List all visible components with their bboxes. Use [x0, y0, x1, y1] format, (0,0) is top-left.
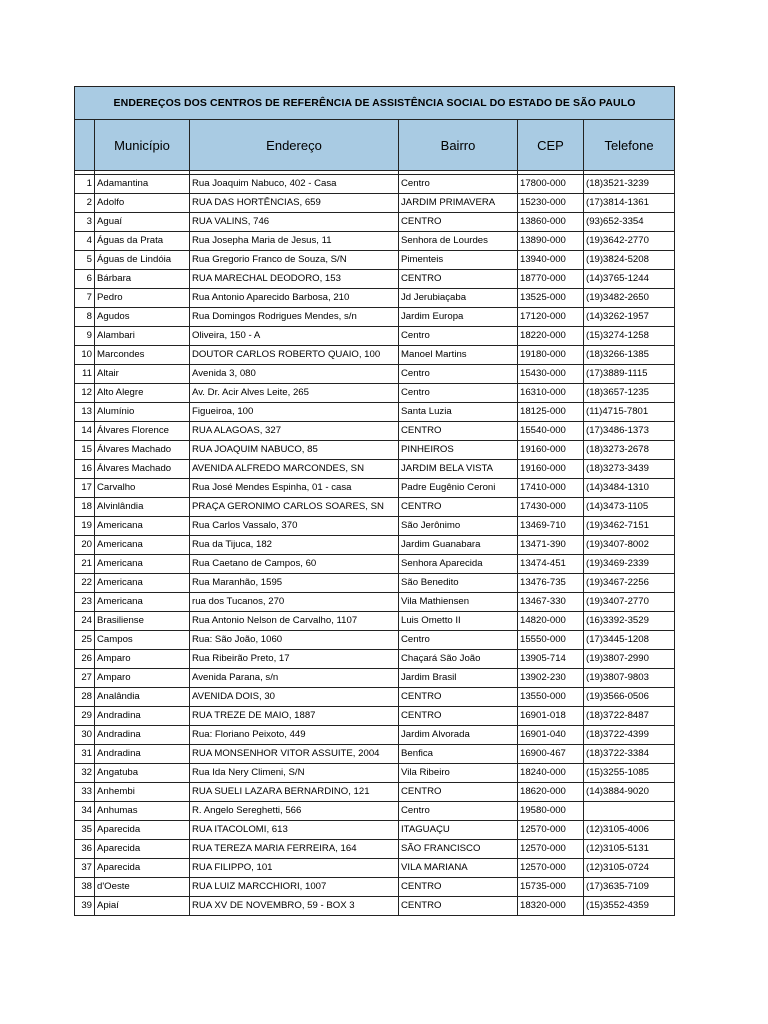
cell-endereco: Rua Caetano de Campos, 60	[190, 555, 399, 574]
cell-cep: 15735-000	[518, 878, 584, 897]
cell-endereco: Av. Dr. Acir Alves Leite, 265	[190, 384, 399, 403]
cell-cep: 15230-000	[518, 194, 584, 213]
table-row	[75, 536, 675, 555]
header-row	[75, 120, 675, 171]
cell-cep: 13905-714	[518, 650, 584, 669]
cell-bairro: CENTRO	[399, 422, 518, 441]
cell-endereco: RUA SUELI LAZARA BERNARDINO, 121	[190, 783, 399, 802]
spreadsheet	[74, 86, 674, 916]
cell-endereco: Avenida Parana, s/n	[190, 669, 399, 688]
cell-bairro: Jardim Europa	[399, 308, 518, 327]
cell-municipio: Carvalho	[95, 479, 190, 498]
cell-municipio: Adolfo	[95, 194, 190, 213]
cell-telefone: (19)3467-2256	[584, 574, 675, 593]
header-telefone: Telefone	[584, 120, 675, 171]
cell-bairro: Pimenteis	[399, 251, 518, 270]
table-row	[75, 308, 675, 327]
cell-municipio: Americana	[95, 536, 190, 555]
table-row	[75, 707, 675, 726]
row-index: 14	[75, 422, 95, 441]
cell-endereco: Rua José Mendes Espinha, 01 - casa	[190, 479, 399, 498]
row-index: 4	[75, 232, 95, 251]
row-index: 36	[75, 840, 95, 859]
cell-municipio: Álvares Florence	[95, 422, 190, 441]
cell-bairro: ITAGUAÇU	[399, 821, 518, 840]
table-row	[75, 517, 675, 536]
cell-municipio: Altair	[95, 365, 190, 384]
cell-telefone: (18)3722-8487	[584, 707, 675, 726]
cell-telefone: (15)3552-4359	[584, 897, 675, 916]
row-index: 27	[75, 669, 95, 688]
cell-telefone: (15)3255-1085	[584, 764, 675, 783]
cell-endereco: RUA JOAQUIM NABUCO, 85	[190, 441, 399, 460]
cell-bairro: CENTRO	[399, 878, 518, 897]
cell-bairro: CENTRO	[399, 707, 518, 726]
cell-bairro: Padre Eugênio Ceroni	[399, 479, 518, 498]
cell-cep: 18770-000	[518, 270, 584, 289]
row-index: 1	[75, 175, 95, 194]
table-row	[75, 859, 675, 878]
cell-telefone: (17)3814-1361	[584, 194, 675, 213]
cell-telefone: (12)3105-4006	[584, 821, 675, 840]
row-index: 28	[75, 688, 95, 707]
cell-telefone: (14)3765-1244	[584, 270, 675, 289]
cell-cep: 19580-000	[518, 802, 584, 821]
row-index: 26	[75, 650, 95, 669]
cell-municipio: Pedro	[95, 289, 190, 308]
cell-cep: 13860-000	[518, 213, 584, 232]
cell-bairro: PINHEIROS	[399, 441, 518, 460]
table-row	[75, 840, 675, 859]
cell-cep: 13902-230	[518, 669, 584, 688]
table-row	[75, 897, 675, 916]
cell-endereco: Rua da Tijuca, 182	[190, 536, 399, 555]
row-index: 30	[75, 726, 95, 745]
cell-bairro: Jardim Alvorada	[399, 726, 518, 745]
cell-endereco: Rua Carlos Vassalo, 370	[190, 517, 399, 536]
table-row	[75, 251, 675, 270]
row-index: 39	[75, 897, 95, 916]
row-index: 23	[75, 593, 95, 612]
table-row	[75, 688, 675, 707]
cras-address-table	[74, 86, 675, 916]
cell-cep: 13469-710	[518, 517, 584, 536]
table-row	[75, 403, 675, 422]
row-index: 37	[75, 859, 95, 878]
title-row	[75, 87, 675, 120]
cell-bairro: Luis Ometto II	[399, 612, 518, 631]
table-row	[75, 878, 675, 897]
cell-municipio: Campos	[95, 631, 190, 650]
cell-cep: 14820-000	[518, 612, 584, 631]
cell-endereco: RUA ITACOLOMI, 613	[190, 821, 399, 840]
cell-municipio: Aparecida	[95, 821, 190, 840]
cell-bairro: CENTRO	[399, 688, 518, 707]
table-row	[75, 232, 675, 251]
cell-bairro: Centro	[399, 327, 518, 346]
cell-cep: 12570-000	[518, 840, 584, 859]
row-index: 25	[75, 631, 95, 650]
cell-bairro: JARDIM BELA VISTA	[399, 460, 518, 479]
cell-bairro: CENTRO	[399, 897, 518, 916]
cell-endereco: RUA TEREZA MARIA FERREIRA, 164	[190, 840, 399, 859]
table-row	[75, 365, 675, 384]
cell-endereco: Rua Ribeirão Preto, 17	[190, 650, 399, 669]
cell-endereco: Rua: São João, 1060	[190, 631, 399, 650]
cell-telefone: (17)3486-1373	[584, 422, 675, 441]
row-index: 15	[75, 441, 95, 460]
table-row	[75, 422, 675, 441]
cell-municipio: Amparo	[95, 669, 190, 688]
cell-cep: 16900-467	[518, 745, 584, 764]
cell-telefone: (19)3462-7151	[584, 517, 675, 536]
cell-cep: 13550-000	[518, 688, 584, 707]
cell-telefone: (18)3722-3384	[584, 745, 675, 764]
header-bairro: Bairro	[399, 120, 518, 171]
table-row	[75, 498, 675, 517]
cell-endereco: Rua Antonio Aparecido Barbosa, 210	[190, 289, 399, 308]
cell-endereco: DOUTOR CARLOS ROBERTO QUAIO, 100	[190, 346, 399, 365]
cell-telefone: (19)3482-2650	[584, 289, 675, 308]
cell-telefone: (19)3824-5208	[584, 251, 675, 270]
cell-endereco: Rua Domingos Rodrigues Mendes, s/n	[190, 308, 399, 327]
table-row	[75, 612, 675, 631]
table-row	[75, 555, 675, 574]
cell-bairro: Centro	[399, 802, 518, 821]
cell-municipio: Aguaí	[95, 213, 190, 232]
cell-telefone: (18)3266-1385	[584, 346, 675, 365]
table-row	[75, 593, 675, 612]
cell-cep: 16901-040	[518, 726, 584, 745]
cell-telefone: (19)3642-2770	[584, 232, 675, 251]
cell-municipio: Adamantina	[95, 175, 190, 194]
cell-municipio: Americana	[95, 593, 190, 612]
row-index: 5	[75, 251, 95, 270]
cell-municipio: Alumínio	[95, 403, 190, 422]
cell-endereco: RUA FILIPPO, 101	[190, 859, 399, 878]
table-row	[75, 574, 675, 593]
table-row	[75, 669, 675, 688]
cell-bairro: São Jerônimo	[399, 517, 518, 536]
cell-municipio: Alvinlândia	[95, 498, 190, 517]
cell-cep: 17120-000	[518, 308, 584, 327]
cell-municipio: Álvares Machado	[95, 441, 190, 460]
cell-bairro: Centro	[399, 175, 518, 194]
cell-municipio: Americana	[95, 517, 190, 536]
cell-telefone: (14)3262-1957	[584, 308, 675, 327]
table-row	[75, 270, 675, 289]
row-index: 10	[75, 346, 95, 365]
cell-endereco: Rua Gregorio Franco de Souza, S/N	[190, 251, 399, 270]
cell-cep: 16310-000	[518, 384, 584, 403]
cell-municipio: Andradina	[95, 726, 190, 745]
table-row	[75, 802, 675, 821]
table-row	[75, 479, 675, 498]
row-index: 35	[75, 821, 95, 840]
cell-telefone: (12)3105-5131	[584, 840, 675, 859]
table-row	[75, 726, 675, 745]
cell-bairro: Senhora de Lourdes	[399, 232, 518, 251]
row-index: 31	[75, 745, 95, 764]
row-index: 8	[75, 308, 95, 327]
cell-endereco: Rua Ida Nery Climeni, S/N	[190, 764, 399, 783]
cell-endereco: RUA VALINS, 746	[190, 213, 399, 232]
cell-endereco: AVENIDA DOIS, 30	[190, 688, 399, 707]
table-row	[75, 194, 675, 213]
header-endereco: Endereço	[190, 120, 399, 171]
cell-telefone: (19)3807-9803	[584, 669, 675, 688]
cell-municipio: Álvares Machado	[95, 460, 190, 479]
row-index: 29	[75, 707, 95, 726]
cell-municipio: Aparecida	[95, 840, 190, 859]
cell-telefone: (15)3274-1258	[584, 327, 675, 346]
row-index: 11	[75, 365, 95, 384]
cell-municipio: Bárbara	[95, 270, 190, 289]
cell-cep: 18240-000	[518, 764, 584, 783]
cell-cep: 15540-000	[518, 422, 584, 441]
table-row	[75, 441, 675, 460]
row-index: 9	[75, 327, 95, 346]
table-row	[75, 175, 675, 194]
cell-endereco: PRAÇA GERONIMO CARLOS SOARES, SN	[190, 498, 399, 517]
cell-endereco: Rua Joaquim Nabuco, 402 - Casa	[190, 175, 399, 194]
cell-telefone: (18)3273-2678	[584, 441, 675, 460]
cell-endereco: RUA MARECHAL DEODORO, 153	[190, 270, 399, 289]
row-index: 16	[75, 460, 95, 479]
cell-telefone: (11)4715-7801	[584, 403, 675, 422]
cell-endereco: Rua: Floriano Peixoto, 449	[190, 726, 399, 745]
cell-bairro: CENTRO	[399, 213, 518, 232]
cell-endereco: AVENIDA ALFREDO MARCONDES, SN	[190, 460, 399, 479]
cell-municipio: Americana	[95, 555, 190, 574]
row-index: 38	[75, 878, 95, 897]
cell-cep: 15430-000	[518, 365, 584, 384]
cell-cep: 18620-000	[518, 783, 584, 802]
cell-telefone: (17)3445-1208	[584, 631, 675, 650]
cell-bairro: Jd Jerubiaçaba	[399, 289, 518, 308]
cell-bairro: Jardim Brasil	[399, 669, 518, 688]
row-index: 21	[75, 555, 95, 574]
header-cep: CEP	[518, 120, 584, 171]
cell-bairro: Chaçará São João	[399, 650, 518, 669]
table-row	[75, 783, 675, 802]
cell-cep: 17430-000	[518, 498, 584, 517]
cell-endereco: Figueiroa, 100	[190, 403, 399, 422]
table-row	[75, 745, 675, 764]
row-index: 18	[75, 498, 95, 517]
cell-municipio: Anhumas	[95, 802, 190, 821]
cell-telefone: (19)3566-0506	[584, 688, 675, 707]
cell-endereco: RUA LUIZ MARCCHIORI, 1007	[190, 878, 399, 897]
cell-municipio: d'Oeste	[95, 878, 190, 897]
cell-telefone: (12)3105-0724	[584, 859, 675, 878]
cell-telefone: (18)3657-1235	[584, 384, 675, 403]
row-index: 24	[75, 612, 95, 631]
row-index: 6	[75, 270, 95, 289]
cell-endereco: RUA DAS HORTÊNCIAS, 659	[190, 194, 399, 213]
row-index: 17	[75, 479, 95, 498]
row-index: 32	[75, 764, 95, 783]
row-index: 12	[75, 384, 95, 403]
cell-bairro: Centro	[399, 365, 518, 384]
cell-cep: 18220-000	[518, 327, 584, 346]
cell-telefone: (14)3473-1105	[584, 498, 675, 517]
cell-bairro: SÃO FRANCISCO	[399, 840, 518, 859]
cell-endereco: RUA TREZE DE MAIO, 1887	[190, 707, 399, 726]
row-index: 22	[75, 574, 95, 593]
cell-cep: 18125-000	[518, 403, 584, 422]
cell-telefone: (16)3392-3529	[584, 612, 675, 631]
cell-telefone: (17)3635-7109	[584, 878, 675, 897]
cell-bairro: Manoel Martins	[399, 346, 518, 365]
cell-cep: 13890-000	[518, 232, 584, 251]
cell-municipio: Anhembi	[95, 783, 190, 802]
cell-endereco: Avenida 3, 080	[190, 365, 399, 384]
cell-municipio: Americana	[95, 574, 190, 593]
row-index: 3	[75, 213, 95, 232]
table-row	[75, 346, 675, 365]
cell-municipio: Amparo	[95, 650, 190, 669]
cell-endereco: RUA XV DE NOVEMBRO, 59 - BOX 3	[190, 897, 399, 916]
cell-telefone: (14)3484-1310	[584, 479, 675, 498]
cell-cep: 12570-000	[518, 859, 584, 878]
table-row	[75, 631, 675, 650]
table-row	[75, 289, 675, 308]
cell-municipio: Agudos	[95, 308, 190, 327]
row-index: 2	[75, 194, 95, 213]
cell-telefone: (18)3722-4399	[584, 726, 675, 745]
cell-telefone: (19)3807-2990	[584, 650, 675, 669]
cell-telefone	[584, 802, 675, 821]
cell-endereco: Rua Antonio Nelson de Carvalho, 1107	[190, 612, 399, 631]
cell-bairro: CENTRO	[399, 498, 518, 517]
cell-bairro: Jardim Guanabara	[399, 536, 518, 555]
cell-telefone: (93)652-3354	[584, 213, 675, 232]
cell-telefone: (19)3469-2339	[584, 555, 675, 574]
cell-cep: 19160-000	[518, 441, 584, 460]
cell-telefone: (14)3884-9020	[584, 783, 675, 802]
cell-telefone: (18)3521-3239	[584, 175, 675, 194]
table-row	[75, 460, 675, 479]
cell-bairro: JARDIM PRIMAVERA	[399, 194, 518, 213]
cell-municipio: Aparecida	[95, 859, 190, 878]
cell-municipio: Angatuba	[95, 764, 190, 783]
cell-cep: 12570-000	[518, 821, 584, 840]
cell-municipio: Águas da Prata	[95, 232, 190, 251]
cell-municipio: Andradina	[95, 745, 190, 764]
cell-bairro: VILA MARIANA	[399, 859, 518, 878]
cell-municipio: Brasiliense	[95, 612, 190, 631]
cell-cep: 13474-451	[518, 555, 584, 574]
cell-telefone: (17)3889-1115	[584, 365, 675, 384]
row-index: 13	[75, 403, 95, 422]
cell-cep: 13525-000	[518, 289, 584, 308]
cell-bairro: Benfica	[399, 745, 518, 764]
cell-bairro: Centro	[399, 631, 518, 650]
cell-bairro: CENTRO	[399, 270, 518, 289]
cell-endereco: Rua Josepha Maria de Jesus, 11	[190, 232, 399, 251]
table-row	[75, 650, 675, 669]
cell-bairro: Vila Ribeiro	[399, 764, 518, 783]
row-index: 19	[75, 517, 95, 536]
cell-cep: 17800-000	[518, 175, 584, 194]
cell-cep: 13471-390	[518, 536, 584, 555]
cell-cep: 18320-000	[518, 897, 584, 916]
table-row	[75, 213, 675, 232]
table-row	[75, 384, 675, 403]
cell-cep: 13476-735	[518, 574, 584, 593]
cell-municipio: Águas de Lindóia	[95, 251, 190, 270]
row-index: 34	[75, 802, 95, 821]
header-municipio: Município	[95, 120, 190, 171]
cell-municipio: Andradina	[95, 707, 190, 726]
cell-cep: 16901-018	[518, 707, 584, 726]
cell-bairro: CENTRO	[399, 783, 518, 802]
cell-cep: 15550-000	[518, 631, 584, 650]
cell-bairro: Vila Mathiensen	[399, 593, 518, 612]
cell-endereco: R. Angelo Sereghetti, 566	[190, 802, 399, 821]
table-row	[75, 327, 675, 346]
cell-bairro: Senhora Aparecida	[399, 555, 518, 574]
cell-bairro: Centro	[399, 384, 518, 403]
cell-municipio: Apiaí	[95, 897, 190, 916]
row-index: 7	[75, 289, 95, 308]
cell-cep: 13940-000	[518, 251, 584, 270]
cell-endereco: Oliveira, 150 - A	[190, 327, 399, 346]
cell-telefone: (19)3407-8002	[584, 536, 675, 555]
cell-endereco: Rua Maranhão, 1595	[190, 574, 399, 593]
cell-endereco: RUA MONSENHOR VITOR ASSUITE, 2004	[190, 745, 399, 764]
cell-municipio: Analândia	[95, 688, 190, 707]
cell-telefone: (18)3273-3439	[584, 460, 675, 479]
cell-bairro: São Benedito	[399, 574, 518, 593]
cell-municipio: Alto Alegre	[95, 384, 190, 403]
cell-bairro: Santa Luzia	[399, 403, 518, 422]
row-index: 33	[75, 783, 95, 802]
header-index	[75, 120, 95, 171]
cell-cep: 17410-000	[518, 479, 584, 498]
row-index: 20	[75, 536, 95, 555]
table-row	[75, 821, 675, 840]
cell-cep: 19180-000	[518, 346, 584, 365]
cell-municipio: Alambari	[95, 327, 190, 346]
cell-cep: 19160-000	[518, 460, 584, 479]
cell-cep: 13467-330	[518, 593, 584, 612]
cell-telefone: (19)3407-2770	[584, 593, 675, 612]
cell-endereco: rua dos Tucanos, 270	[190, 593, 399, 612]
cell-municipio: Marcondes	[95, 346, 190, 365]
cell-endereco: RUA ALAGOAS, 327	[190, 422, 399, 441]
table-row	[75, 764, 675, 783]
table-title: ENDEREÇOS DOS CENTROS DE REFERÊNCIA DE ASSISTÊNCIA SOCIAL DO ESTADO DE SÃO PAULO	[75, 87, 675, 120]
